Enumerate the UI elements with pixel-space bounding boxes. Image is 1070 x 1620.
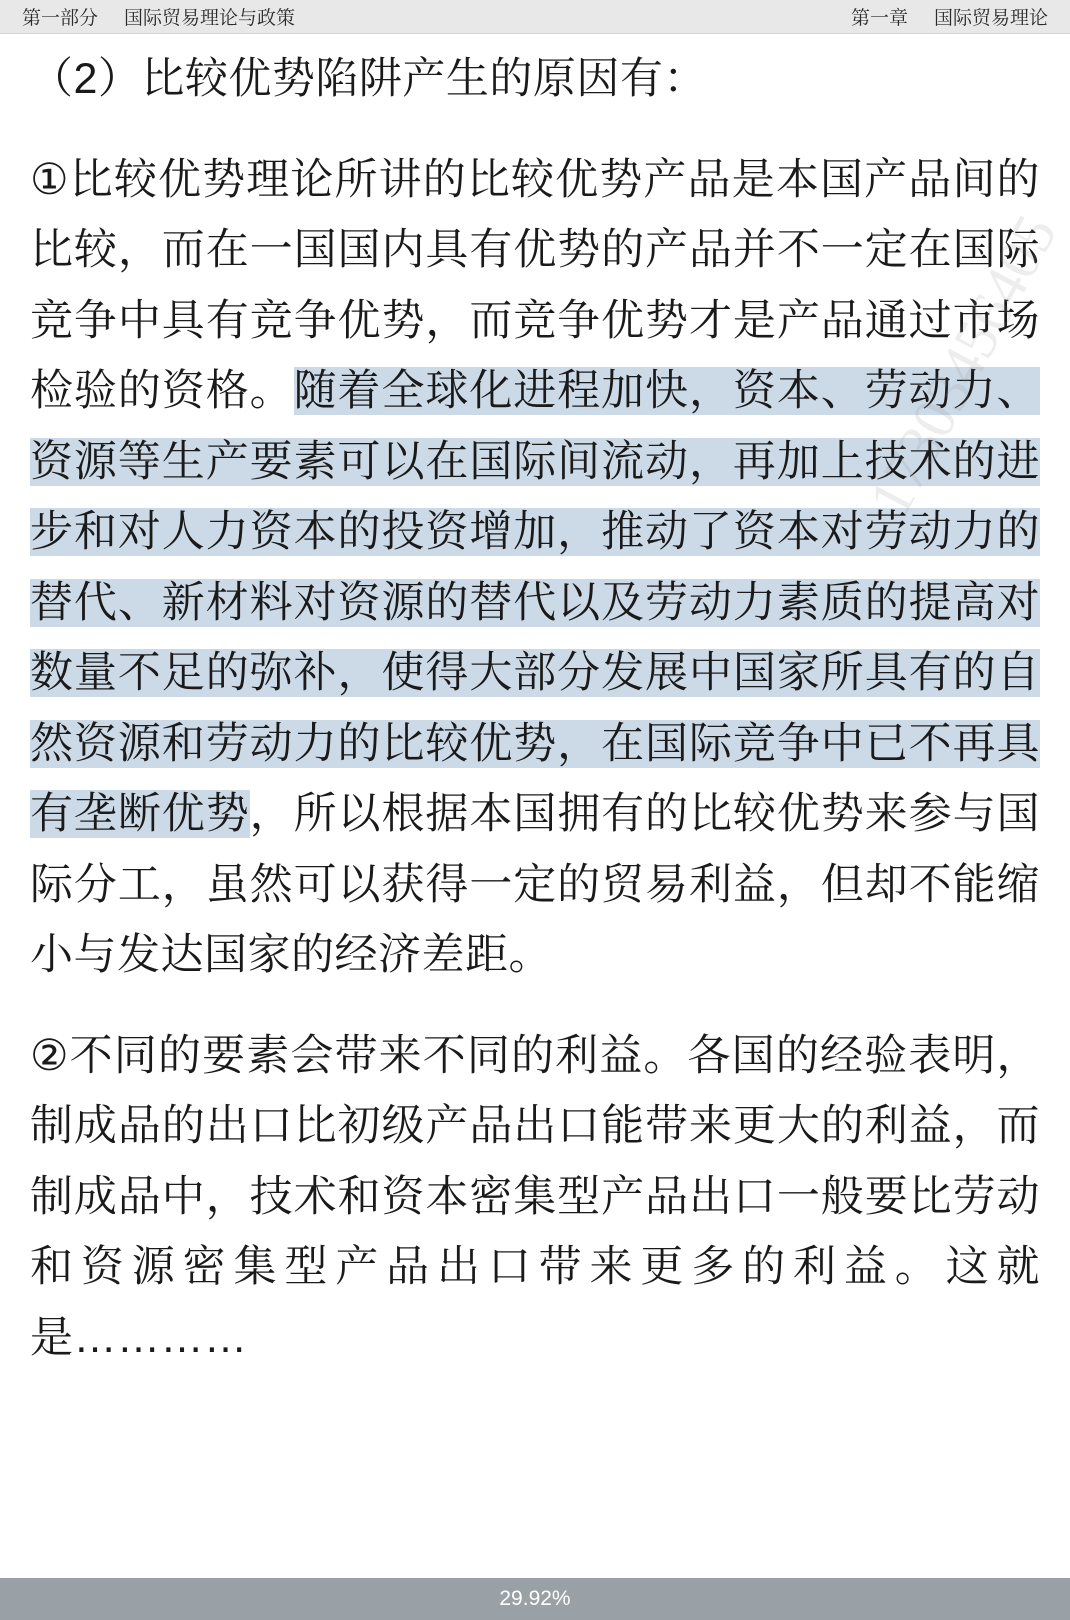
header-right-group bbox=[851, 3, 1048, 30]
watermark-text: 17303456405 bbox=[855, 204, 1070, 527]
page-header bbox=[0, 0, 1070, 34]
header-left-group bbox=[22, 3, 295, 30]
paragraph-one bbox=[30, 145, 1040, 991]
page-content bbox=[0, 34, 1070, 1578]
header-part-title: 国际贸易理论与政策 bbox=[124, 8, 296, 29]
paragraph-one-after: ，所以根据本国拥有的比较优势来参与国际分工，虽然可以获得一定的贸易利益，但却不能缩小与发达国家的经济差距。 bbox=[30, 790, 1041, 980]
header-chapter-label: 第一章 bbox=[850, 8, 908, 29]
reading-progress-bar[interactable] bbox=[0, 1578, 1070, 1620]
paragraph-two: ②不同的要素会带来不同的利益。各国的经验表明，制成品的出口比初级产品出口能带来更大的利益，而制成品中，技术和资本密集型产品出口一般要比劳动和资源密集型产品出口带来更多的利益。这就是………… bbox=[30, 1031, 1040, 1362]
paragraph-one-before: ①比较优势理论所讲的比较优势产品是本国产品间的比较，而在一国国内具有优势的产品并不一定在国际竞争中具有竞争优势，而竞争优势才是产品通过市场检验的资格。 bbox=[30, 155, 1040, 416]
header-chapter-title: 国际贸易理论 bbox=[933, 8, 1048, 29]
section-heading: （2）比较优势陷阱产生的原因有： bbox=[30, 55, 707, 103]
paragraph-one-highlight[interactable]: 随着全球化进程加快，资本、劳动力、资源等生产要素可以在国际间流动，再加上技术的进步和对人力资本的投资增加，推动了资本对劳动力的替代、新材料对资源的替代以及劳动力素质的提高对数量不足的弥补，使得大部分发展中国家所具有的自然资源和劳动力的比较优势，在国际竞争中已不再具有垄断优势 bbox=[30, 367, 1041, 839]
header-part-label: 第一部分 bbox=[22, 8, 99, 29]
progress-percentage: 29.92% bbox=[499, 1587, 571, 1610]
